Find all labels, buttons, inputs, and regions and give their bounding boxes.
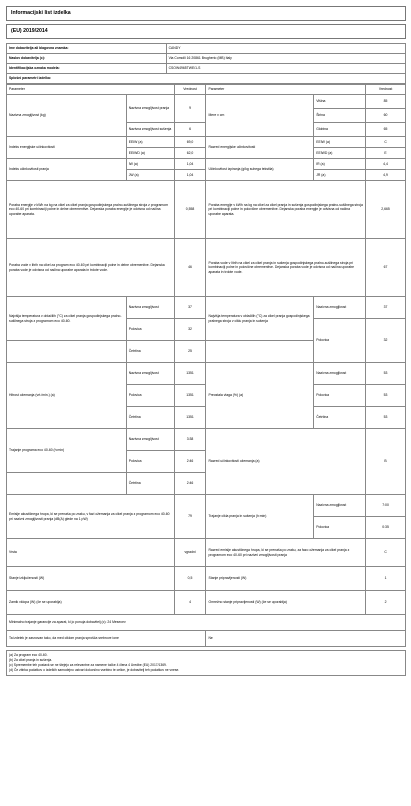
footnotes (6, 650, 406, 676)
rated-capacity-label: Nazivna zmogljivost (kg) (7, 95, 127, 137)
height-value: 85 (366, 95, 406, 109)
width-value: 60 (366, 109, 406, 123)
moisture-label: Preostala vlaga (%) (a) (206, 363, 314, 429)
spin-speed-label: Hitrost ožemanja (vrt./min.) (a) (7, 363, 127, 429)
duration-quarter-label: Četrtina (126, 473, 174, 495)
spin-quarter-label: Četrtina (126, 407, 174, 429)
footnote-a: (a) Za program eco 40-60. (9, 653, 48, 657)
parameters-table (6, 84, 406, 647)
iw-label: IW (a) (126, 159, 174, 170)
warranty-text: Minimalno trajanje garancije za aparat, ki jo ponuja dobavitelj (c): 24 Mesecev (7, 615, 406, 631)
off-mode-value: 0,5 (174, 567, 206, 591)
water-washdry-label: Poraba vode v litrih na cikel za cikel pranja in sušenja gospodinjskega pralno-sušilnega stroja pri kombinaciji polne in polovične obremenitve. Dejanska poraba vode je odvisna od načina uporabe aparata in trdote vode. (206, 239, 366, 297)
duration-rated-label: Nazivna zmogljivost (126, 429, 174, 451)
jr-label: JR (a) (314, 170, 366, 181)
temp-washdry-half-value: 32 (366, 319, 406, 363)
col-header-value-2: Vrednost (366, 85, 406, 95)
sheet-title: Informacijski list izdelka (6, 6, 406, 21)
duration-quarter-value: 2:46 (174, 473, 206, 495)
rinse-label: Učinkovitost izpiranja (g/kg suhega tekstila) (206, 159, 314, 181)
class-w-label: EEIWD (a) (314, 148, 366, 159)
duration-half-label: Polovica (126, 451, 174, 473)
duration-rated-value: 3:38 (174, 429, 206, 451)
cap-wash-value: 9 (174, 95, 206, 123)
washdry-duration-rated-value: 7:00 (366, 495, 406, 517)
moisture-quarter-value: 53 (366, 407, 406, 429)
washdry-duration-half-label: Polovica (314, 517, 366, 539)
noise-class-value: C (366, 539, 406, 567)
col-header-parameter: Parameter (7, 85, 175, 95)
moisture-quarter-label: Četrtina (314, 407, 366, 429)
energy-washdry-label: Poraba energije v kWh na kg na cikel za cikel pranja in sušenja gospodinjskega pralno-sušilnega stroja pri kombinaciji polne in polovične obremenitve. Dejanska poraba energije je odvisna od načina uporabe aparata. (206, 181, 366, 239)
spin-rated-label: Nazivna zmogljivost (126, 363, 174, 385)
dimensions-label: Mere v cm (206, 95, 314, 137)
col-header-value: Vrednost (174, 85, 206, 95)
water-wash-value: 46 (174, 239, 206, 297)
ir-label: IR (a) (314, 159, 366, 170)
water-washdry-value: 67 (366, 239, 406, 297)
regulation-title: (EU) 2019/2014 (6, 24, 406, 39)
off-mode-label: Stanje izključenosti (W) (7, 567, 175, 591)
spin-class-value: B (366, 429, 406, 495)
network-standby-value: 2 (366, 591, 406, 615)
height-label: Višina (314, 95, 366, 109)
eei-wd-label: EEIW (a) (126, 137, 174, 148)
temp-washdry-rated-label: Nazivna zmogljivost (314, 297, 366, 319)
type-label: Vrsta (7, 539, 175, 567)
eei-w-label: EEIWD (a) (126, 148, 174, 159)
temp-wash-label: Najvišja temperatura v oblačilih (°C) za cikel pranja gospodinjskega pralno-sušilnega stroja z programom eco 40-60. (7, 297, 127, 341)
supplier-table (6, 43, 406, 84)
moisture-half-label: Polovica (314, 385, 366, 407)
temp-washdry-label: Najvišja temperatura v oblačilih (°C) za cikel pranja gospodinjskega pralnega stroja v ciklu pranja in sušenja (206, 297, 314, 341)
spin-rated-value: 1351 (174, 363, 206, 385)
cap-dry-label: Nazivna zmogljivost sušenja (126, 123, 174, 137)
trademark-label: Ime dobavitelja ali blagovna znamka: (7, 44, 167, 54)
temp-wash-quarter-value: 25 (174, 341, 206, 363)
washdry-duration-rated-label: Nazivna zmogljivost (314, 495, 366, 517)
eei-wd-value: 69,0 (174, 137, 206, 148)
washdry-duration-half-value: 0:35 (366, 517, 406, 539)
jw-value: 1,04 (174, 170, 206, 181)
class-w-value: E (366, 148, 406, 159)
cap-wash-label: Nazivna zmogljivost pranja (126, 95, 174, 123)
moisture-half-value: 53 (366, 385, 406, 407)
product-information-sheet (6, 6, 406, 676)
class-wd-value: C (366, 137, 406, 148)
iw-value: 1,04 (174, 159, 206, 170)
delay-start-value: 4 (174, 591, 206, 615)
eei-w-value: 62,0 (174, 148, 206, 159)
temp-washdry-rated-value: 37 (366, 297, 406, 319)
trademark-value: CANDY (166, 44, 405, 54)
ir-value: 4,4 (366, 159, 406, 170)
model-value: CSOW4965TWE/1-S (166, 64, 405, 74)
energy-wash-label: Poraba energije v kWh na kg na cikel za cikel pranja gospodinjskega pralno-sušilnega stroja z programom eco 40-60 pri kombinaciji polne in delne obremenitve. Dejanska poraba energije je odvisna od načina uporabe aparata. (7, 181, 175, 239)
moisture-rated-value: 53 (366, 363, 406, 385)
depth-value: 65 (366, 123, 406, 137)
noise-class-label: Razred emisije akustičnega hrupa, ki se prenaša po zraku, za fazo ožemanja za cikel pranja z programom eco 40-60 pri nazivni zmogljivosti pranja (206, 539, 366, 567)
washdry-duration-label: Trajanje cikla pranja in sušenja (h:min) (206, 495, 314, 539)
standby-value: 1 (366, 567, 406, 591)
jw-label: JW (a) (126, 170, 174, 181)
type-value: vgradni (174, 539, 206, 567)
duration-half-value: 2:46 (174, 451, 206, 473)
class-wd-label: EEIW (a) (314, 137, 366, 148)
footnote-b: (b) Za cikel pranja in sušenja. (9, 657, 53, 662)
duration-blank (7, 473, 127, 495)
col-header-parameter-2: Parameter (206, 85, 366, 95)
footnote-c: (c) Spremembe teh postavk se ne štejejo za relevantne za namene točke 4 člena 4 Uredbe (EU) 2017/1369. (9, 662, 167, 667)
footnote-d: (d) Če zbirka podatkov o izdelkih samodejno ustvari dokončno vsebino te celice, je dobavitelj teh podatkov ne vnese. (9, 667, 180, 672)
standby-label: Stanje pripravljenosti (W) (206, 567, 366, 591)
energy-wash-value: 0,558 (174, 181, 206, 239)
silver-ions-label: Ta izdelek je zasnovan tako, da med ciklom pranja sprošča srebrove ione (7, 631, 206, 647)
eei-label: Indeks energijske učinkovitosti (7, 137, 127, 159)
noise-emission-label: Emisije akustičnega hrupa, ki se prenaša po zraku, v fazi ožemanja za cikel pranja z programom eco 40-60 pri nazivni zmogljivosti pranja (dB(A) glede na 1 pW) (7, 495, 175, 539)
silver-ions-value: Ne (206, 631, 406, 647)
network-standby-label: Omrežno stanje pripravljenosti (W) (če se uporablja) (206, 591, 366, 615)
temp-wash-half-label: Polovica (126, 319, 174, 341)
temp-wash-rated-label: Nazivna zmogljivost (126, 297, 174, 319)
temp-wash-half-value: 32 (174, 319, 206, 341)
noise-emission-value: 79 (174, 495, 206, 539)
cap-dry-value: 6 (174, 123, 206, 137)
water-wash-label: Poraba vode v litrih na cikel za program eco 40-60 pri kombinaciji polne in delne obremenitve. Dejanska poraba vode je odvisna od načina uporabe aparata in trdote vode. (7, 239, 175, 297)
energy-class-label: Razred energijske učinkovitosti (206, 137, 314, 159)
temp-blank-2 (206, 341, 314, 363)
moisture-rated-label: Nazivna zmogljivost (314, 363, 366, 385)
temp-wash-quarter-label: Četrtina (126, 341, 174, 363)
temp-wash-rated-value: 37 (174, 297, 206, 319)
spin-half-label: Polovica (126, 385, 174, 407)
model-label: Identifikacijska oznaka modela: (7, 64, 167, 74)
jr-value: 4,9 (366, 170, 406, 181)
spin-quarter-value: 1351 (174, 407, 206, 429)
spin-half-value: 1351 (174, 385, 206, 407)
energy-washdry-value: 2,665 (366, 181, 406, 239)
spin-class-label: Razred učinkovitosti ožemanja (a) (206, 429, 366, 495)
address-value: Via Comolli 16 20861 Brugherio (MB) Italy (166, 54, 405, 64)
address-label: Naslov dobavitelja (c): (7, 54, 167, 64)
depth-label: Globina (314, 123, 366, 137)
width-label: Širina (314, 109, 366, 123)
temp-washdry-half-label: Polovica (314, 319, 366, 363)
temp-blank (7, 341, 127, 363)
program-duration-label: Trajanje programa eco 40-60 (h:min) (7, 429, 127, 473)
delay-start-label: Zamik vklopa (W) (če se uporablja) (7, 591, 175, 615)
wash-efficiency-label: Indeks učinkovitosti pranja (7, 159, 127, 181)
general-params-label: Splošni parametri izdelka: (7, 74, 406, 84)
